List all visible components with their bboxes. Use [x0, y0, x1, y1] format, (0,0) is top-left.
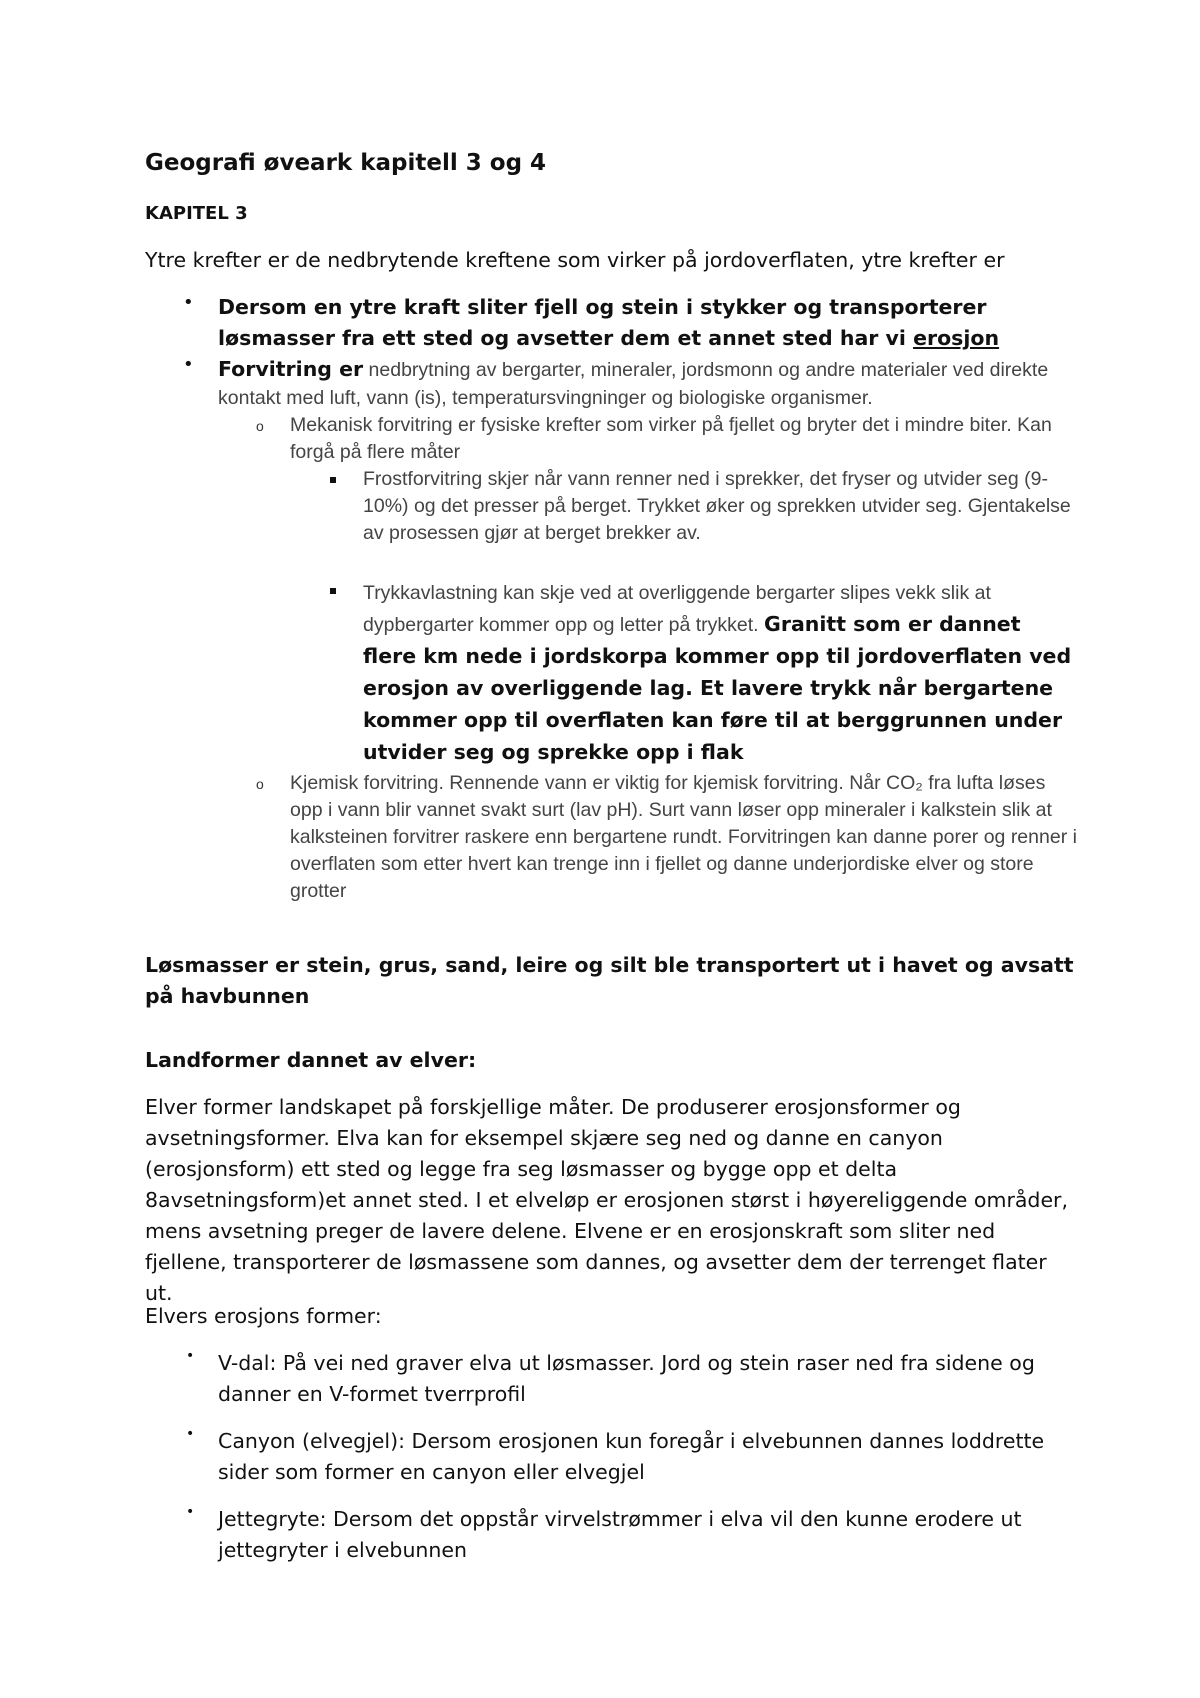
trykkavlastning-bold: Granitt som er dannet flere km nede i jordskorpa kommer opp til jordoverflaten ved erosjon av overliggende lag. Et lavere trykk når bergartene kommer opp til overflaten kan føre til at berggrunnen under utvider seg og sprekke opp i flak: [363, 612, 1072, 764]
bullet-marker: •: [183, 292, 194, 313]
erosion-item: Jettegryte: Dersom det oppstår virvelstrømmer i elva vil den kunne erodere ut jettegryter i elvebunnen: [218, 1507, 1022, 1562]
intro-paragraph: Ytre krefter er de nedbrytende kreftene som virker på jordoverflaten, ytre krefter er: [145, 248, 1005, 272]
document-title: Geografi øveark kapitell 3 og 4: [145, 150, 547, 176]
chapter-heading: KAPITEL 3: [145, 203, 248, 224]
erosion-item: Canyon (elvegjel): Dersom erosjonen kun foregår i elvebunnen dannes loddrette sider som former en canyon eller elvegjel: [218, 1429, 1045, 1484]
sub-mekanisk: Mekanisk forvitring er fysiske krefter som virker på fjellet og bryter det i mindre biter. Kan forgå på flere måter: [290, 414, 1052, 463]
subsub-trykkavlastning: [363, 578, 1078, 769]
forvitring-term: Forvitring er: [218, 357, 364, 381]
landformer-heading: Landformer dannet av elver:: [145, 1048, 477, 1072]
bullet-erosjon-text: Dersom en ytre kraft sliter fjell og stein i stykker og transporterer løsmasser fra ett sted og avsetter dem et annet sted har vi: [218, 295, 987, 350]
erosjon-link[interactable]: erosjon: [913, 326, 1000, 350]
bullet-marker: •: [186, 1504, 195, 1520]
losmasser-paragraph: Løsmasser er stein, grus, sand, leire og silt ble transportert ut i havet og avsatt på havbunnen: [145, 953, 1074, 1008]
sub-kjemisk: Kjemisk forvitring. Rennende vann er viktig for kjemisk forvitring. Når CO₂ fra lufta løses opp i vann blir vannet svakt surt (lav pH). Surt vann løser opp mineraler i kalkstein slik at kalksteinen forvitrer raskere enn bergartene rundt. Forvitringen kan danne porer og renner i overflaten som etter hvert kan trenge inn i fjellet og danne underjordiske elver og store grotter: [290, 772, 1077, 902]
bullet-marker: •: [186, 1426, 195, 1442]
sub-bullet-marker: o: [256, 418, 264, 434]
sub-bullet-marker: o: [256, 776, 264, 792]
trykkavlastning-text: Trykkavlastning kan skje ved at overliggende bergarter slipes vekk slik at dypbergarter kommer opp og letter på trykket.: [363, 582, 991, 636]
square-bullet-marker: [330, 477, 336, 483]
bullet-forvitring: [218, 356, 1078, 412]
bullet-erosjon: [218, 292, 1058, 354]
bullet-marker: •: [183, 354, 194, 375]
erosjons-heading: Elvers erosjons former:: [145, 1304, 382, 1328]
elver-paragraph: Elver former landskapet på forskjellige måter. De produserer erosjonsformer og avsetningsformer. Elva kan for eksempel skjære seg ned og danne en canyon (erosjonsform) ett sted og legge fra seg løsmasser og bygge opp et delta 8avsetningsform)et annet sted. I et elveløp er erosjonen størst i høyereliggende områder, mens avsetning preger de lavere delene. Elvene er en erosjonskraft som sliter ned fjellene, transporterer de løsmassene som dannes, og avsetter dem der terrenget flater ut.: [145, 1095, 1069, 1305]
subsub-frostforvitring: Frostforvitring skjer når vann renner ned i sprekker, det fryser og utvider seg (9-10%) og det presser på berget. Trykket øker og sprekken utvider seg. Gjentakelse av prosessen gjør at berget brekker av.: [363, 468, 1071, 544]
forvitring-definition: nedbrytning av bergarter, mineraler, jordsmonn og andre materialer ved direkte kontakt med luft, vann (is), temperatursvingninger og biologiske organismer.: [218, 359, 1049, 409]
erosion-item: V-dal: På vei ned graver elva ut løsmasser. Jord og stein raser ned fra sidene og danner en V-formet tverrprofil: [218, 1351, 1035, 1406]
bullet-marker: •: [186, 1348, 195, 1364]
square-bullet-marker: [330, 588, 336, 594]
